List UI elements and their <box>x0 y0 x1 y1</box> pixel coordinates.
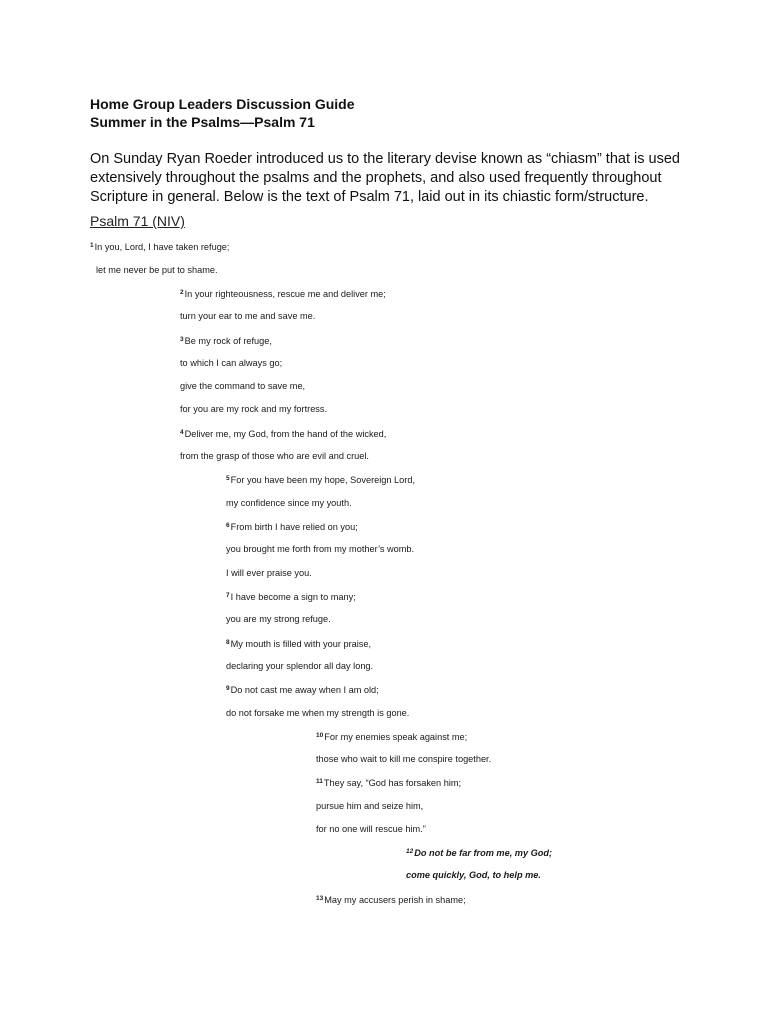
verse-text: They say, “God has forsaken him; <box>323 778 462 788</box>
verse-text: pursue him and seize him, <box>316 801 424 811</box>
verse-text: give the command to save me, <box>180 381 306 391</box>
verse-number: 5 <box>226 475 230 482</box>
verse-text: For my enemies speak against me; <box>324 732 468 742</box>
verse-line <box>226 567 312 579</box>
verse-text: let me never be put to shame. <box>96 265 218 275</box>
verse-line-center <box>406 846 552 859</box>
psalm-heading: Psalm 71 (NIV) <box>90 213 185 229</box>
verse-line <box>226 707 409 719</box>
verse-number: 2 <box>180 289 184 296</box>
verse-text: those who wait to kill me conspire together. <box>316 754 492 764</box>
verse-line <box>226 520 358 533</box>
verse-number: 13 <box>316 895 324 902</box>
verse-text: to which I can always go; <box>180 358 283 368</box>
verse-line <box>180 287 386 300</box>
verse-line <box>90 240 229 253</box>
verse-line <box>226 637 371 650</box>
verse-text: my confidence since my youth. <box>226 498 352 508</box>
verse-line <box>180 403 327 415</box>
verse-number: 4 <box>180 429 184 436</box>
verse-line <box>316 893 466 906</box>
verse-line <box>316 753 491 765</box>
verse-text: I have become a sign to many; <box>230 592 356 602</box>
verse-number: 8 <box>226 639 230 646</box>
intro-paragraph: On Sunday Ryan Roeder introduced us to the literary devise known as “chiasm” that is used extensively throughout the psalms and the prophets, and also used frequently throughout Scripture in general. Below is the text of Psalm 71, laid out in its chiastic form/structure. <box>90 151 680 205</box>
verse-text: you brought me forth from my mother’s womb. <box>226 544 415 554</box>
verse-text: turn your ear to me and save me. <box>180 311 316 321</box>
verse-text: for no one will rescue him.” <box>316 824 426 834</box>
verse-text: In you, Lord, I have taken refuge; <box>94 242 230 252</box>
verse-line <box>226 660 373 672</box>
document-title: Home Group Leaders Discussion Guide <box>90 96 355 112</box>
verse-text: come quickly, God, to help me. <box>406 870 541 880</box>
document-header <box>90 95 730 131</box>
verse-line <box>226 683 379 696</box>
verse-line <box>180 310 315 322</box>
verse-text: From birth I have relied on you; <box>230 522 358 532</box>
verse-line <box>180 427 386 440</box>
verse-line <box>226 473 415 486</box>
verse-number: 11 <box>316 778 323 785</box>
verse-number: 12 <box>406 848 414 855</box>
verse-text: for you are my rock and my fortress. <box>180 404 328 414</box>
verse-text: May my accusers perish in shame; <box>324 895 466 905</box>
verse-line <box>226 497 352 509</box>
verse-text: Be my rock of refuge, <box>184 336 272 346</box>
verse-text: declaring your splendor all day long. <box>226 661 374 671</box>
verse-line <box>316 823 426 835</box>
verse-line <box>316 800 423 812</box>
verse-number: 6 <box>226 522 230 529</box>
verse-text: In your righteousness, rescue me and deliver me; <box>184 289 386 299</box>
verse-text: do not forsake me when my strength is gone. <box>226 708 410 718</box>
verse-text: Deliver me, my God, from the hand of the wicked, <box>184 429 387 439</box>
verse-number: 10 <box>316 732 324 739</box>
verse-text: I will ever praise you. <box>226 568 312 578</box>
verse-text: from the grasp of those who are evil and cruel. <box>180 451 369 461</box>
verse-line <box>226 613 331 625</box>
verse-text: For you have been my hope, Sovereign Lord, <box>230 475 415 485</box>
verse-line <box>316 776 461 789</box>
verse-line <box>316 730 467 743</box>
verse-text: Do not cast me away when I am old; <box>230 685 379 695</box>
verse-text: My mouth is filled with your praise, <box>230 639 372 649</box>
verse-number: 1 <box>90 242 94 249</box>
verse-text: Do not be far from me, my God; <box>414 848 553 858</box>
verse-line <box>226 590 356 603</box>
verse-line <box>96 264 218 276</box>
verse-text: you are my strong refuge. <box>226 614 331 624</box>
verse-line <box>226 543 414 555</box>
verse-line-center <box>406 869 541 881</box>
verse-line <box>180 450 369 462</box>
verse-number: 7 <box>226 592 230 599</box>
verse-line <box>180 380 305 392</box>
verse-line <box>180 334 272 347</box>
verse-number: 9 <box>226 685 230 692</box>
verse-number: 3 <box>180 336 184 343</box>
verse-line <box>180 357 282 369</box>
document-subtitle: Summer in the Psalms—Psalm 71 <box>90 114 315 130</box>
